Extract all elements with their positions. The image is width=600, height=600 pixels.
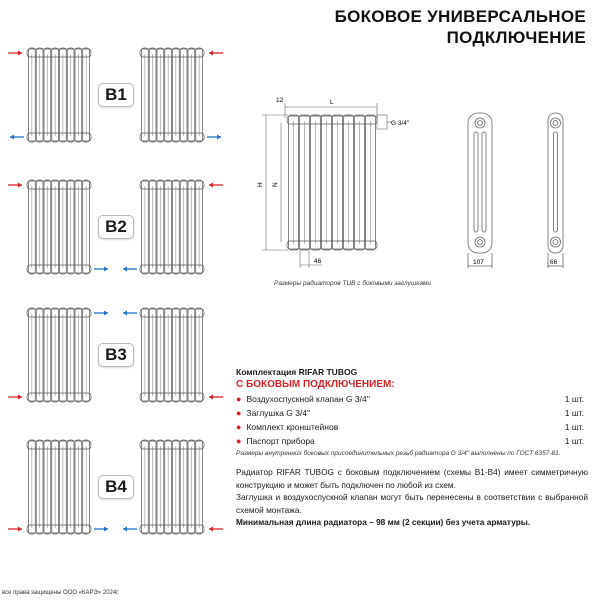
- kit-item-name: Паспорт прибора: [246, 436, 315, 446]
- description-p1: Радиатор RIFAR TUBOG с боковым подключением (схемы B1-B4) имеет симметричную конструкцию и может быть подключен по любой из схем.: [236, 467, 588, 490]
- radiator-left: [27, 308, 91, 402]
- kit-heading: Комплектация RIFAR TUBOG: [236, 367, 358, 377]
- supply-arrow-icon: [209, 395, 223, 400]
- supply-arrow-icon: [209, 527, 223, 532]
- radiator-side-view-3col: [468, 113, 492, 268]
- radiator-right: [140, 308, 204, 402]
- bullet-icon: ●: [236, 408, 242, 418]
- kit-item-name: Заглушка G 3/4'': [246, 408, 311, 418]
- scheme-label-b1: B1: [98, 83, 134, 107]
- dim-107: 107: [473, 259, 484, 266]
- kit-subheading: С БОКОВЫМ ПОДКЛЮЧЕНИЕМ:: [236, 379, 395, 390]
- radiator-right: [140, 440, 204, 534]
- supply-arrow-icon: [8, 51, 22, 56]
- kit-item: [236, 406, 584, 420]
- scheme-label-b3: B3: [98, 343, 134, 367]
- radiator-left: [27, 48, 91, 142]
- radiator-side-view-2col: [548, 113, 563, 268]
- radiator-left: [27, 180, 91, 274]
- supply-arrow-icon: [209, 51, 223, 56]
- description-p3: Минимальная длина радиатора – 98 мм (2 секции) без учета арматуры.: [236, 517, 531, 527]
- dim-thread: G 3/4'': [391, 120, 410, 127]
- title-line-1: БОКОВОЕ УНИВЕРСАЛЬНОЕ: [334, 7, 586, 26]
- return-arrow-icon: [94, 527, 108, 532]
- return-arrow-icon: [94, 311, 108, 316]
- description-p2: Заглушка и воздухоспускной клапан могут быть перенесены в соответствии с выбранной схемой монтажа.: [236, 492, 588, 515]
- dim-46: 46: [314, 258, 322, 265]
- return-arrow-icon: [123, 267, 137, 272]
- return-arrow-icon: [123, 311, 137, 316]
- dim-12: 12: [276, 97, 284, 104]
- kit-item-qty: 1 шт.: [564, 408, 584, 418]
- dim-H: H: [257, 182, 264, 187]
- dim-L: L: [330, 99, 334, 106]
- kit-item-qty: 1 шт.: [564, 436, 584, 446]
- kit-item-qty: 1 шт.: [564, 422, 584, 432]
- kit-item: [236, 392, 584, 406]
- supply-arrow-icon: [8, 183, 22, 188]
- kit-list: [236, 392, 584, 448]
- bullet-icon: ●: [236, 394, 242, 404]
- return-arrow-icon: [10, 135, 24, 140]
- dim-66: 66: [550, 259, 558, 266]
- supply-arrow-icon: [8, 395, 22, 400]
- kit-note: Размеры внутренних боковых присоединительных резьб радиатора G 3/4'' выполнены по ГОСТ 6357-81.: [236, 450, 561, 457]
- kit-item-name: Комплект кронштейнов: [246, 422, 339, 432]
- copyright: все права защищены ООО «КАРЭ» 2024г.: [2, 590, 120, 596]
- page-title: [335, 6, 586, 48]
- radiator-right: [140, 48, 204, 142]
- radiator-front-view: [287, 115, 377, 250]
- description: [236, 466, 588, 529]
- bullet-icon: ●: [236, 436, 242, 446]
- scheme-label-b2: B2: [98, 215, 134, 239]
- return-arrow-icon: [94, 267, 108, 272]
- radiator-left: [27, 440, 91, 534]
- dimension-drawing: [250, 90, 600, 290]
- return-arrow-icon: [123, 527, 137, 532]
- kit-item-qty: 1 шт.: [564, 394, 584, 404]
- bullet-icon: ●: [236, 422, 242, 432]
- kit-item: [236, 420, 584, 434]
- title-line-2: ПОДКЛЮЧЕНИЕ: [446, 28, 586, 47]
- kit-item: [236, 434, 584, 448]
- dim-N: N: [272, 182, 279, 187]
- drawing-caption: Размеры радиаторов TUB с боковыми заглушками: [274, 280, 432, 287]
- kit-item-name: Воздухоспускной клапан G 3/4'': [246, 394, 370, 404]
- scheme-label-b4: B4: [98, 475, 134, 499]
- supply-arrow-icon: [8, 527, 22, 532]
- radiator-right: [140, 180, 204, 274]
- supply-arrow-icon: [209, 183, 223, 188]
- return-arrow-icon: [207, 135, 221, 140]
